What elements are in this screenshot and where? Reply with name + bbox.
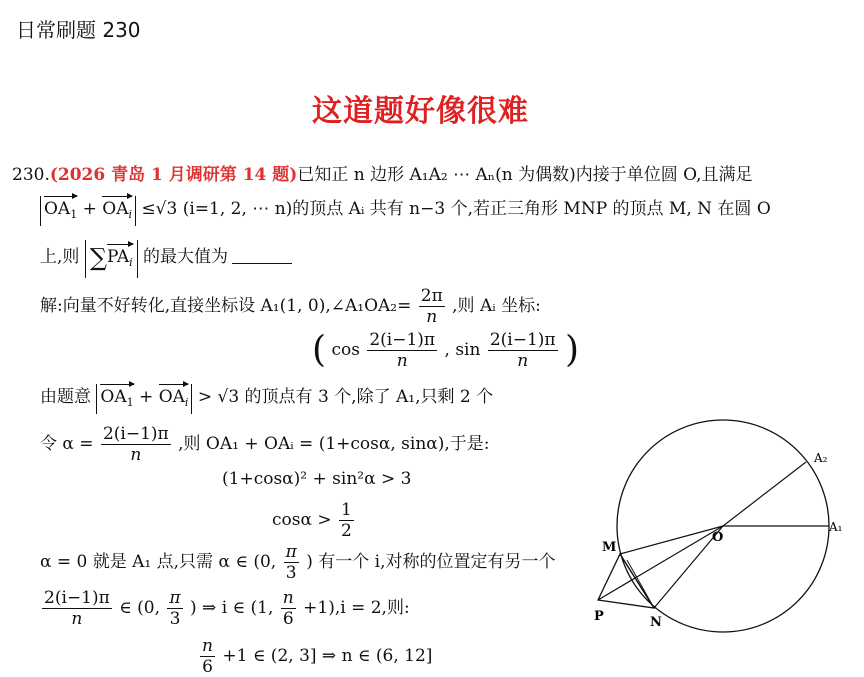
sum-expression: $\sum PA_i$ (85, 240, 138, 278)
page-header: 日常刷题 230 (16, 18, 141, 42)
sol-text-7b: ) ⇒ i ∈ (1, (190, 598, 274, 618)
sol-text-8: +1 ∈ (2, 3] ⇒ n ∈ (6, 12] (222, 646, 433, 666)
frac-numerator: 2(i−1)π (489, 330, 556, 350)
frac-numerator: 1 (341, 500, 352, 520)
frac-numerator: π (285, 542, 297, 562)
sol-text-7c: +1),i = 2,则: (303, 598, 410, 618)
sol-text-1b: ,则 Aᵢ 坐标: (452, 296, 541, 316)
frac-numerator: 2(i−1)π (102, 424, 169, 444)
coordinate-expression: ( cos $\frac{2(i-1)\pi}{n}$ , sin $\frac{2(i-1)\pi}{n}$ ) (312, 329, 580, 371)
problem-text-3b: 的最大值为 (143, 247, 229, 267)
problem-number: 230. (12, 165, 50, 185)
frac-numerator: n (202, 636, 213, 656)
sol-text-7a: ∈ (0, (119, 598, 161, 618)
frac-numerator: n (282, 588, 294, 608)
problem-text-1: 已知正 n 边形 A₁A₂ ⋯ Aₙ(n 为偶数)内接于单位圆 O,且满足 (297, 165, 753, 185)
sol-text-3a: 由题意 (40, 387, 91, 407)
segment-OA2 (723, 462, 806, 526)
frac-denominator: 2 (341, 521, 352, 541)
frac-denominator: n (130, 445, 142, 465)
ineq2-left: cosα > (272, 510, 332, 530)
triangle-MNP (598, 554, 654, 608)
segment-OP (598, 526, 723, 600)
sol-text-6b: ) 有一个 i,对称的位置定有另一个 (306, 552, 556, 572)
label-A2: A₂ (814, 451, 828, 465)
label-O: O (712, 530, 724, 545)
sol-text-4a: 令 α = (40, 434, 94, 454)
frac-denominator: n (71, 609, 83, 629)
segment-OM (620, 526, 723, 554)
frac-denominator: 6 (282, 609, 294, 629)
sol-text-3b: > √3 的顶点有 3 个,除了 A₁,只剩 2 个 (197, 387, 494, 407)
frac-numerator: 2(i−1)π (44, 588, 110, 608)
problem-text-3a: 上,则 (40, 247, 80, 267)
sol-text-1: 解:向量不好转化,直接坐标设 A₁(1, 0),∠A₁OA₂= (40, 296, 412, 316)
main-title: 这道题好像很难 (312, 94, 529, 129)
frac-denominator: 3 (169, 609, 181, 629)
frac-denominator: n (517, 351, 529, 371)
problem-text-2: ≤√3 (i=1, 2, ⋯ n)的顶点 Aᵢ 共有 n−3 个,若正三角形 MNP 的顶点 M, N 在圆 O (141, 199, 771, 219)
frac-denominator: n (426, 307, 438, 327)
frac-denominator: 6 (202, 657, 213, 677)
sin-label: , sin (444, 340, 481, 360)
label-P: P (594, 609, 604, 624)
vector-sum-abs: $OA_1 + OA_i$ (40, 196, 136, 226)
frac-numerator: 2π (420, 286, 443, 306)
label-N: N (650, 615, 662, 630)
frac-denominator: 3 (285, 563, 297, 583)
sol-text-4b: ,则 OA₁ + OAᵢ = (1+cosα, sinα),于是: (178, 434, 490, 454)
label-A1: A₁ (829, 520, 843, 534)
segment-inner (627, 560, 654, 608)
problem-source: (2026 青岛 1 月调研第 14 题) (49, 165, 298, 185)
label-M: M (602, 540, 617, 555)
sol-text-6a: α = 0 就是 A₁ 点,只需 α ∈ (0, (40, 552, 277, 572)
cos-label: cos (331, 340, 360, 360)
frac-denominator: n (396, 351, 408, 371)
frac-numerator: π (169, 588, 181, 608)
inequality-1: (1+cosα)² + sin²α > 3 (222, 469, 412, 489)
frac-numerator: 2(i−1)π (369, 330, 436, 350)
vector-sum-abs: $OA_1 + OA_i$ (96, 384, 192, 414)
